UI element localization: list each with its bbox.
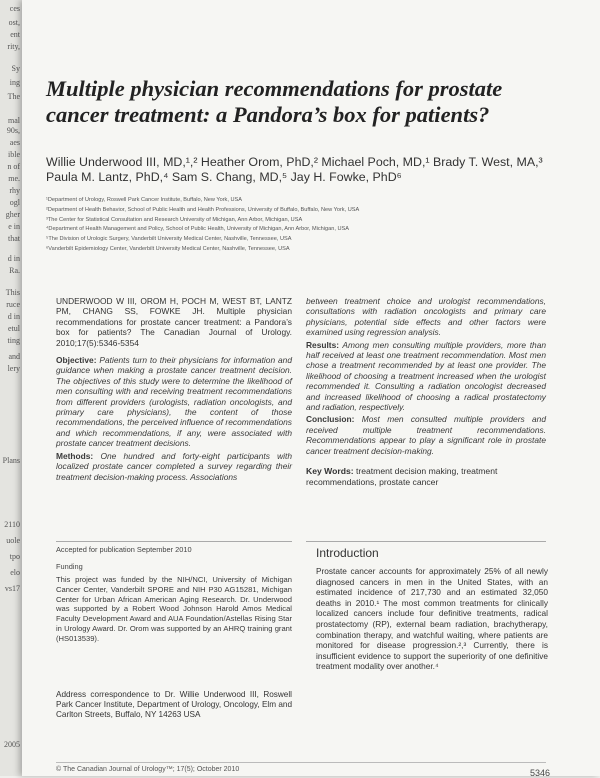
page-number: 5346 (530, 768, 551, 778)
gutter-fragment: 90s, (6, 126, 20, 135)
objective-text: Patients turn to their physicians for information and guidance when making a prostate cancer treatment decision. The objectives of this study were to determine the likelihood of men consulting with and receiving treatment recommendations from different providers (urologists, radiation oncologists, and primary care physicians), the content of those recommendations, the perceived influence of recommendations and which recommendations, if any, were associated with prostate cancer treatment decisions. (56, 355, 292, 449)
affiliations (46, 196, 556, 255)
keywords-label: Key Words: (306, 466, 354, 477)
affiliation-2: ²Department of Health Behavior, School of Public Health and Health Professions, University of Buffalo, Buffalo, New York, USA (46, 206, 360, 213)
gutter-fragment: Ra. (9, 266, 20, 275)
gutter-fragment: e in (8, 222, 20, 231)
article-title: Multiple physician recommendations for prostate cancer treatment: a Pandora’s box for patients? (46, 76, 503, 127)
gutter-fragment: ent (10, 30, 20, 39)
results-label: Results: (306, 339, 340, 350)
gutter-fragment: ing (9, 78, 20, 87)
author-list: Willie Underwood III, MD,¹,² Heather Orom, PhD,² Michael Poch, MD,¹ Brady T. West, MA,³ Paula M. Lantz, PhD,⁴ Sam S. Chang, MD,⁵ Jay H. Fowke, PhD⁶ (46, 155, 543, 184)
adjacent-page-gutter (0, 0, 22, 776)
correspondence-address: Address correspondence to Dr. Willie Underwood III, Roswell Park Cancer Institute, Department of Urology, Oncology, Elm and Carlton Streets, Buffalo, NY 14263 USA (56, 690, 292, 720)
gutter-fragment: uole (6, 536, 20, 545)
gutter-fragment: ogl (9, 198, 20, 207)
keywords-text: treatment decision making, treatment recommendations, prostate cancer (306, 466, 498, 487)
gutter-fragment: d in (7, 254, 20, 263)
funding-heading: Funding (56, 562, 83, 571)
conclusion-text: Most men consulted multiple providers and received multiple treatment recommendations. Recommendations appear to play a significant role in prostate cancer treatment decision-making. (306, 414, 547, 456)
gutter-fragment: Plans (2, 456, 20, 465)
gutter-fragment: d in (7, 312, 20, 321)
abstract-conclusion (306, 414, 546, 456)
gutter-fragment: The (7, 92, 20, 101)
affiliation-6: ⁶Vanderbilt Epidemiology Center, Vanderbilt University Medical Center, Nashville, Tennessee, USA (46, 245, 290, 252)
conclusion-label: Conclusion: (306, 414, 355, 425)
affiliation-3: ³The Center for Statistical Consultation and Research University of Michigan, Ann Arbor, Michigan, USA (46, 216, 303, 223)
gutter-fragment: tpo (9, 552, 20, 561)
gutter-fragment: etul (8, 324, 20, 333)
footer-divider (56, 762, 546, 763)
abstract-results (306, 340, 546, 413)
right-divider (306, 541, 546, 542)
methods-text: One hundred and forty-eight participants with localized prostate cancer completed a survey regarding their treatment decision-making process. Associations (56, 450, 292, 482)
gutter-fragment: rhy (9, 186, 20, 195)
gutter-fragment: ible (8, 150, 20, 159)
accepted-date: Accepted for publication September 2010 (56, 545, 192, 554)
gutter-fragment: gher (5, 210, 20, 219)
left-divider (56, 541, 292, 542)
affiliation-1: ¹Department of Urology, Roswell Park Cancer Institute, Buffalo, New York, USA (46, 197, 242, 203)
gutter-fragment: rity, (7, 42, 20, 51)
gutter-fragment: aes (9, 138, 20, 147)
gutter-fragment: that (8, 234, 20, 243)
gutter-fragment: vs17 (4, 584, 20, 593)
gutter-fragment: lery (7, 364, 20, 373)
citation: UNDERWOOD W III, OROM H, POCH M, WEST BT, LANTZ PM, CHANG SS, FOWKE JH. Multiple physician recommendations for prostate cancer treatment: a Pandora’s box for patients? The Canadian Journal of Urology. 2010;17(5):5346-5354 (56, 296, 292, 348)
abstract-methods (56, 451, 292, 482)
gutter-fragment: ting (7, 336, 20, 345)
affiliation-5: ⁵The Division of Urologic Surgery, Vanderbilt University Medical Center, Nashville, Tennessee, USA (46, 236, 292, 243)
objective-label: Objective: (56, 355, 97, 366)
gutter-fragment: ruce (6, 300, 20, 309)
methods-continued: between treatment choice and urologist recommendations, consultations with radiation oncologists and primary care physicians, potential side effects and other factors were examined using regression analysis. (306, 296, 546, 338)
funding-text: This project was funded by the NIH/NCI, University of Michigan Cancer Center, Vanderbilt SPORE and NIH P30 AG15281, Michigan Center for Urban African American Aging Research. Dr. Underwood was supported by a Robert Wood Johnson Harold Amos Medical Faculty Development Award and AUA Foundation/Astellas Rising Star in Urology Award. Dr. Orom was supported by an AHRQ training grant (HS013539). (56, 575, 292, 643)
journal-footer: © The Canadian Journal of Urology™; 17(5); October 2010 (56, 766, 240, 773)
methods-label: Methods: (56, 450, 94, 461)
gutter-fragment: me. (8, 174, 20, 183)
gutter-fragment: n of (7, 162, 20, 171)
key-words (306, 466, 546, 487)
gutter-fragment: ces (9, 4, 20, 13)
introduction-text: Prostate cancer accounts for approximately 25% of all newly diagnosed cancers in men in the United States, with an estimated incidence of 217,730 and an estimated 32,050 deaths in 2010.¹ The most common treatments for clinically localized cancers include four definitive treatments, radical prostatectomy (RP), external beam radiation, brachytherapy, combination therapy, and watchful waiting, where patients are monitored for disease progression.²,³ Currently, there is insufficient evidence to support the superiority of one definitive treatment modality over another.⁴ (316, 566, 548, 672)
gutter-fragment: ost, (8, 18, 20, 27)
results-text: Among men consulting multiple providers, more than half received at least one treatment recommendation. Most men chose a treatment recommended by at least one provider. The likelihood of choosing a treatment increased when the urologist recommended it. Consulting a radiation oncologist decreased and increased likelihood of choosing a radical prostatectomy and radiation, respectively. (306, 339, 547, 413)
abstract-objective (56, 355, 292, 449)
gutter-fragment: and (8, 352, 20, 361)
abstract-right-column (306, 296, 546, 487)
introduction-heading: Introduction (316, 546, 379, 560)
gutter-fragment: Sy (11, 64, 20, 73)
affiliation-4: ⁴Department of Health Management and Policy, School of Public Health, University of Michigan, Ann Arbor, Michigan, USA (46, 226, 349, 233)
gutter-fragment: 2110 (4, 520, 20, 529)
gutter-fragment: This (5, 288, 20, 297)
gutter-fragment: elo (10, 568, 20, 577)
abstract-left-column (56, 296, 292, 484)
gutter-fragment: 2005 (4, 740, 20, 749)
gutter-fragment: mal (8, 116, 20, 125)
